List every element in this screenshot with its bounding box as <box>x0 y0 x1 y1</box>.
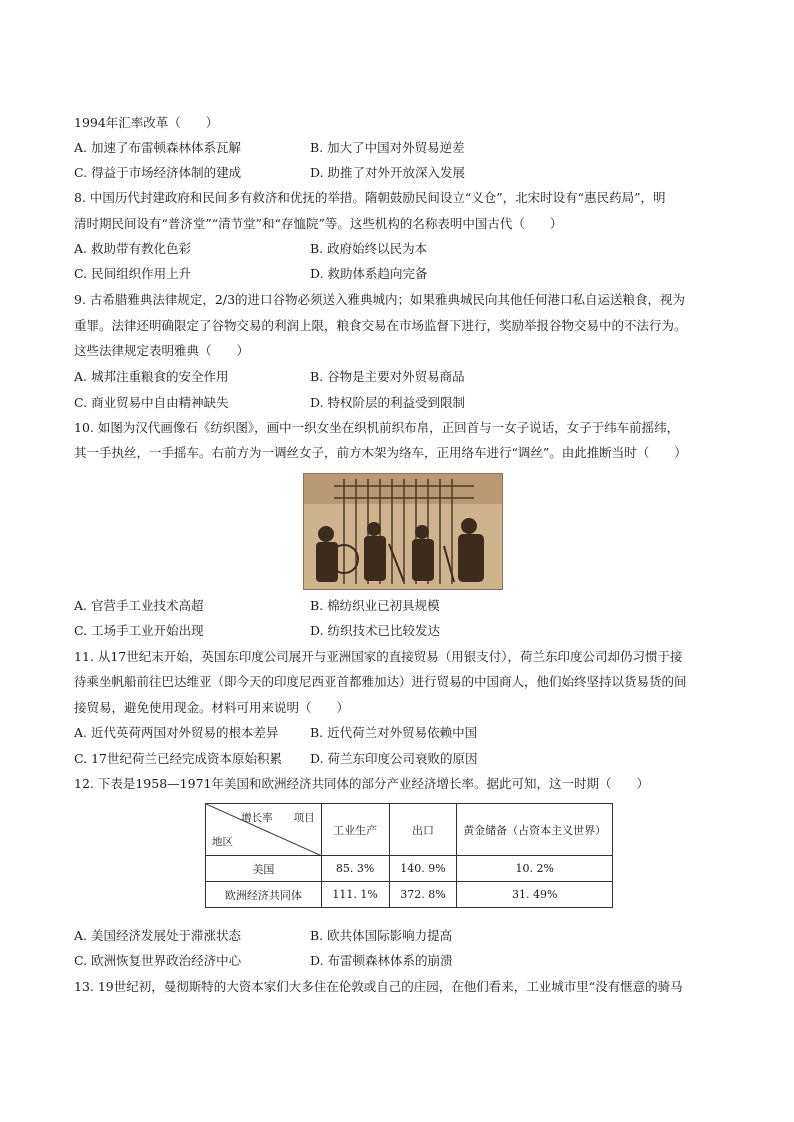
q13-stem-line1: 13. 19世纪初，曼彻斯特的大资本家们大多住在伦敦或自己的庄园，在他们看来，工业城市里“没有惬意的骑马 <box>74 979 683 994</box>
value-cell: 140. 9% <box>389 856 457 882</box>
header-gold-reserves: 黄金储备（占资本主义世界） <box>457 804 613 856</box>
q11-stem-line2: 待乘坐帆船前往巴达维亚（即今天的印度尼西亚首都雅加达）进行贸易的中国商人，他们始终坚持以货易货的间 <box>74 674 687 689</box>
table-row <box>206 856 613 882</box>
q11-stem-line1: 11. 从17世纪末开始，英国东印度公司展开与亚洲国家的直接贸易（用银支付），荷兰东印度公司却仍习惯于接 <box>74 649 683 664</box>
q9-stem-line1: 9. 古希腊雅典法律规定，2/3的进口谷物必须送入雅典城内；如果雅典城民向其他任何港口私自运送粮食，视为 <box>74 292 686 307</box>
q11-option-b: B. 近代荷兰对外贸易依赖中国 <box>310 725 478 740</box>
q8-option-a: A. 救助带有教化色彩 <box>74 241 191 256</box>
region-cell: 欧洲经济共同体 <box>206 882 322 908</box>
q7-option-a: A. 加速了布雷顿森林体系瓦解 <box>74 140 241 155</box>
value-cell: 85. 3% <box>321 856 389 882</box>
q9-option-b: B. 谷物是主要对外贸易商品 <box>310 369 465 384</box>
header-region: 地区 <box>212 836 233 848</box>
q11-option-c: C. 17世纪荷兰已经完成资本原始积累 <box>74 751 282 766</box>
q7-option-c: C. 得益于市场经济体制的建成 <box>74 165 242 180</box>
q12-option-d: D. 布雷顿森林体系的崩溃 <box>310 953 453 968</box>
q12-stem: 12. 下表是1958—1971年美国和欧洲经济共同体的部分产业经济增长率。据此可知，这一时期（ ） <box>74 776 649 791</box>
value-cell: 31. 49% <box>457 882 613 908</box>
value-cell: 111. 1% <box>321 882 389 908</box>
q11-stem-line3: 接贸易，避免使用现金。材料可用来说明（ ） <box>74 700 350 715</box>
value-cell: 10. 2% <box>457 856 613 882</box>
q10-option-b: B. 棉纺织业已初具规模 <box>310 598 440 613</box>
q12-option-a: A. 美国经济发展处于滞涨状态 <box>74 928 241 943</box>
q10-option-c: C. 工场手工业开始出现 <box>74 623 204 638</box>
weaving-relief-image <box>303 473 503 590</box>
q11-option-d: D. 荷兰东印度公司衰败的原因 <box>310 751 478 766</box>
q7-stem: 1994年汇率改革（ ） <box>74 115 219 130</box>
q9-option-c: C. 商业贸易中自由精神缺失 <box>74 395 229 410</box>
header-growth-item: 增长率 项目 <box>241 812 315 824</box>
q10-stem-line2: 其一手执丝，一手摇车。右前方为一调丝女子，前方木架为络车，正用络车进行“调丝”。由此推断当时（ ） <box>74 445 687 460</box>
q8-option-c: C. 民间组织作用上升 <box>74 266 192 281</box>
q7-option-d: D. 助推了对外开放深入发展 <box>310 165 466 180</box>
q9-stem-line3: 这些法律规定表明雅典（ ） <box>74 343 250 358</box>
header-export: 出口 <box>389 804 457 856</box>
q8-stem-line1: 8. 中国历代封建政府和民间多有救济和优抚的举措。隋朝鼓励民间设立“义仓”，北宋时设有“惠民药局”，明 <box>74 190 666 205</box>
q9-option-a: A. 城邦注重粮食的安全作用 <box>74 369 229 384</box>
q7-option-b: B. 加大了中国对外贸易逆差 <box>310 140 465 155</box>
q8-stem-line2: 清时期民间设有“普济堂”“清节堂”和“存恤院”等。这些机构的名称表明中国古代（ ） <box>74 216 563 231</box>
q12-option-c: C. 欧洲恢复世界政治经济中心 <box>74 953 242 968</box>
region-cell: 美国 <box>206 856 322 882</box>
weaving-relief-illustration <box>304 474 502 589</box>
table-diagonal-header-cell <box>206 804 322 856</box>
q9-stem-line2: 重罪。法律还明确限定了谷物交易的利润上限，粮食交易在市场监督下进行，奖励举报谷物交易中的不法行为。 <box>74 318 687 333</box>
q10-option-d: D. 纺织技术已比较发达 <box>310 623 441 638</box>
q8-option-b: B. 政府始终以民为本 <box>310 241 428 256</box>
table-row <box>206 882 613 908</box>
q9-option-d: D. 特权阶层的利益受到限制 <box>310 395 466 410</box>
header-industrial-production: 工业生产 <box>321 804 389 856</box>
q8-option-d: D. 救助体系趋向完备 <box>310 266 428 281</box>
q10-option-a: A. 官营手工业技术高超 <box>74 598 204 613</box>
q10-stem-line1: 10. 如图为汉代画像石《纺织图》，画中一织女坐在织机前织布帛，正回首与一女子说话，女子于纬车前摇纬， <box>74 420 680 435</box>
q11-option-a: A. 近代英荷两国对外贸易的根本差异 <box>74 725 279 740</box>
value-cell: 372. 8% <box>389 882 457 908</box>
growth-rate-table <box>205 803 613 908</box>
q12-option-b: B. 欧共体国际影响力提高 <box>310 928 453 943</box>
